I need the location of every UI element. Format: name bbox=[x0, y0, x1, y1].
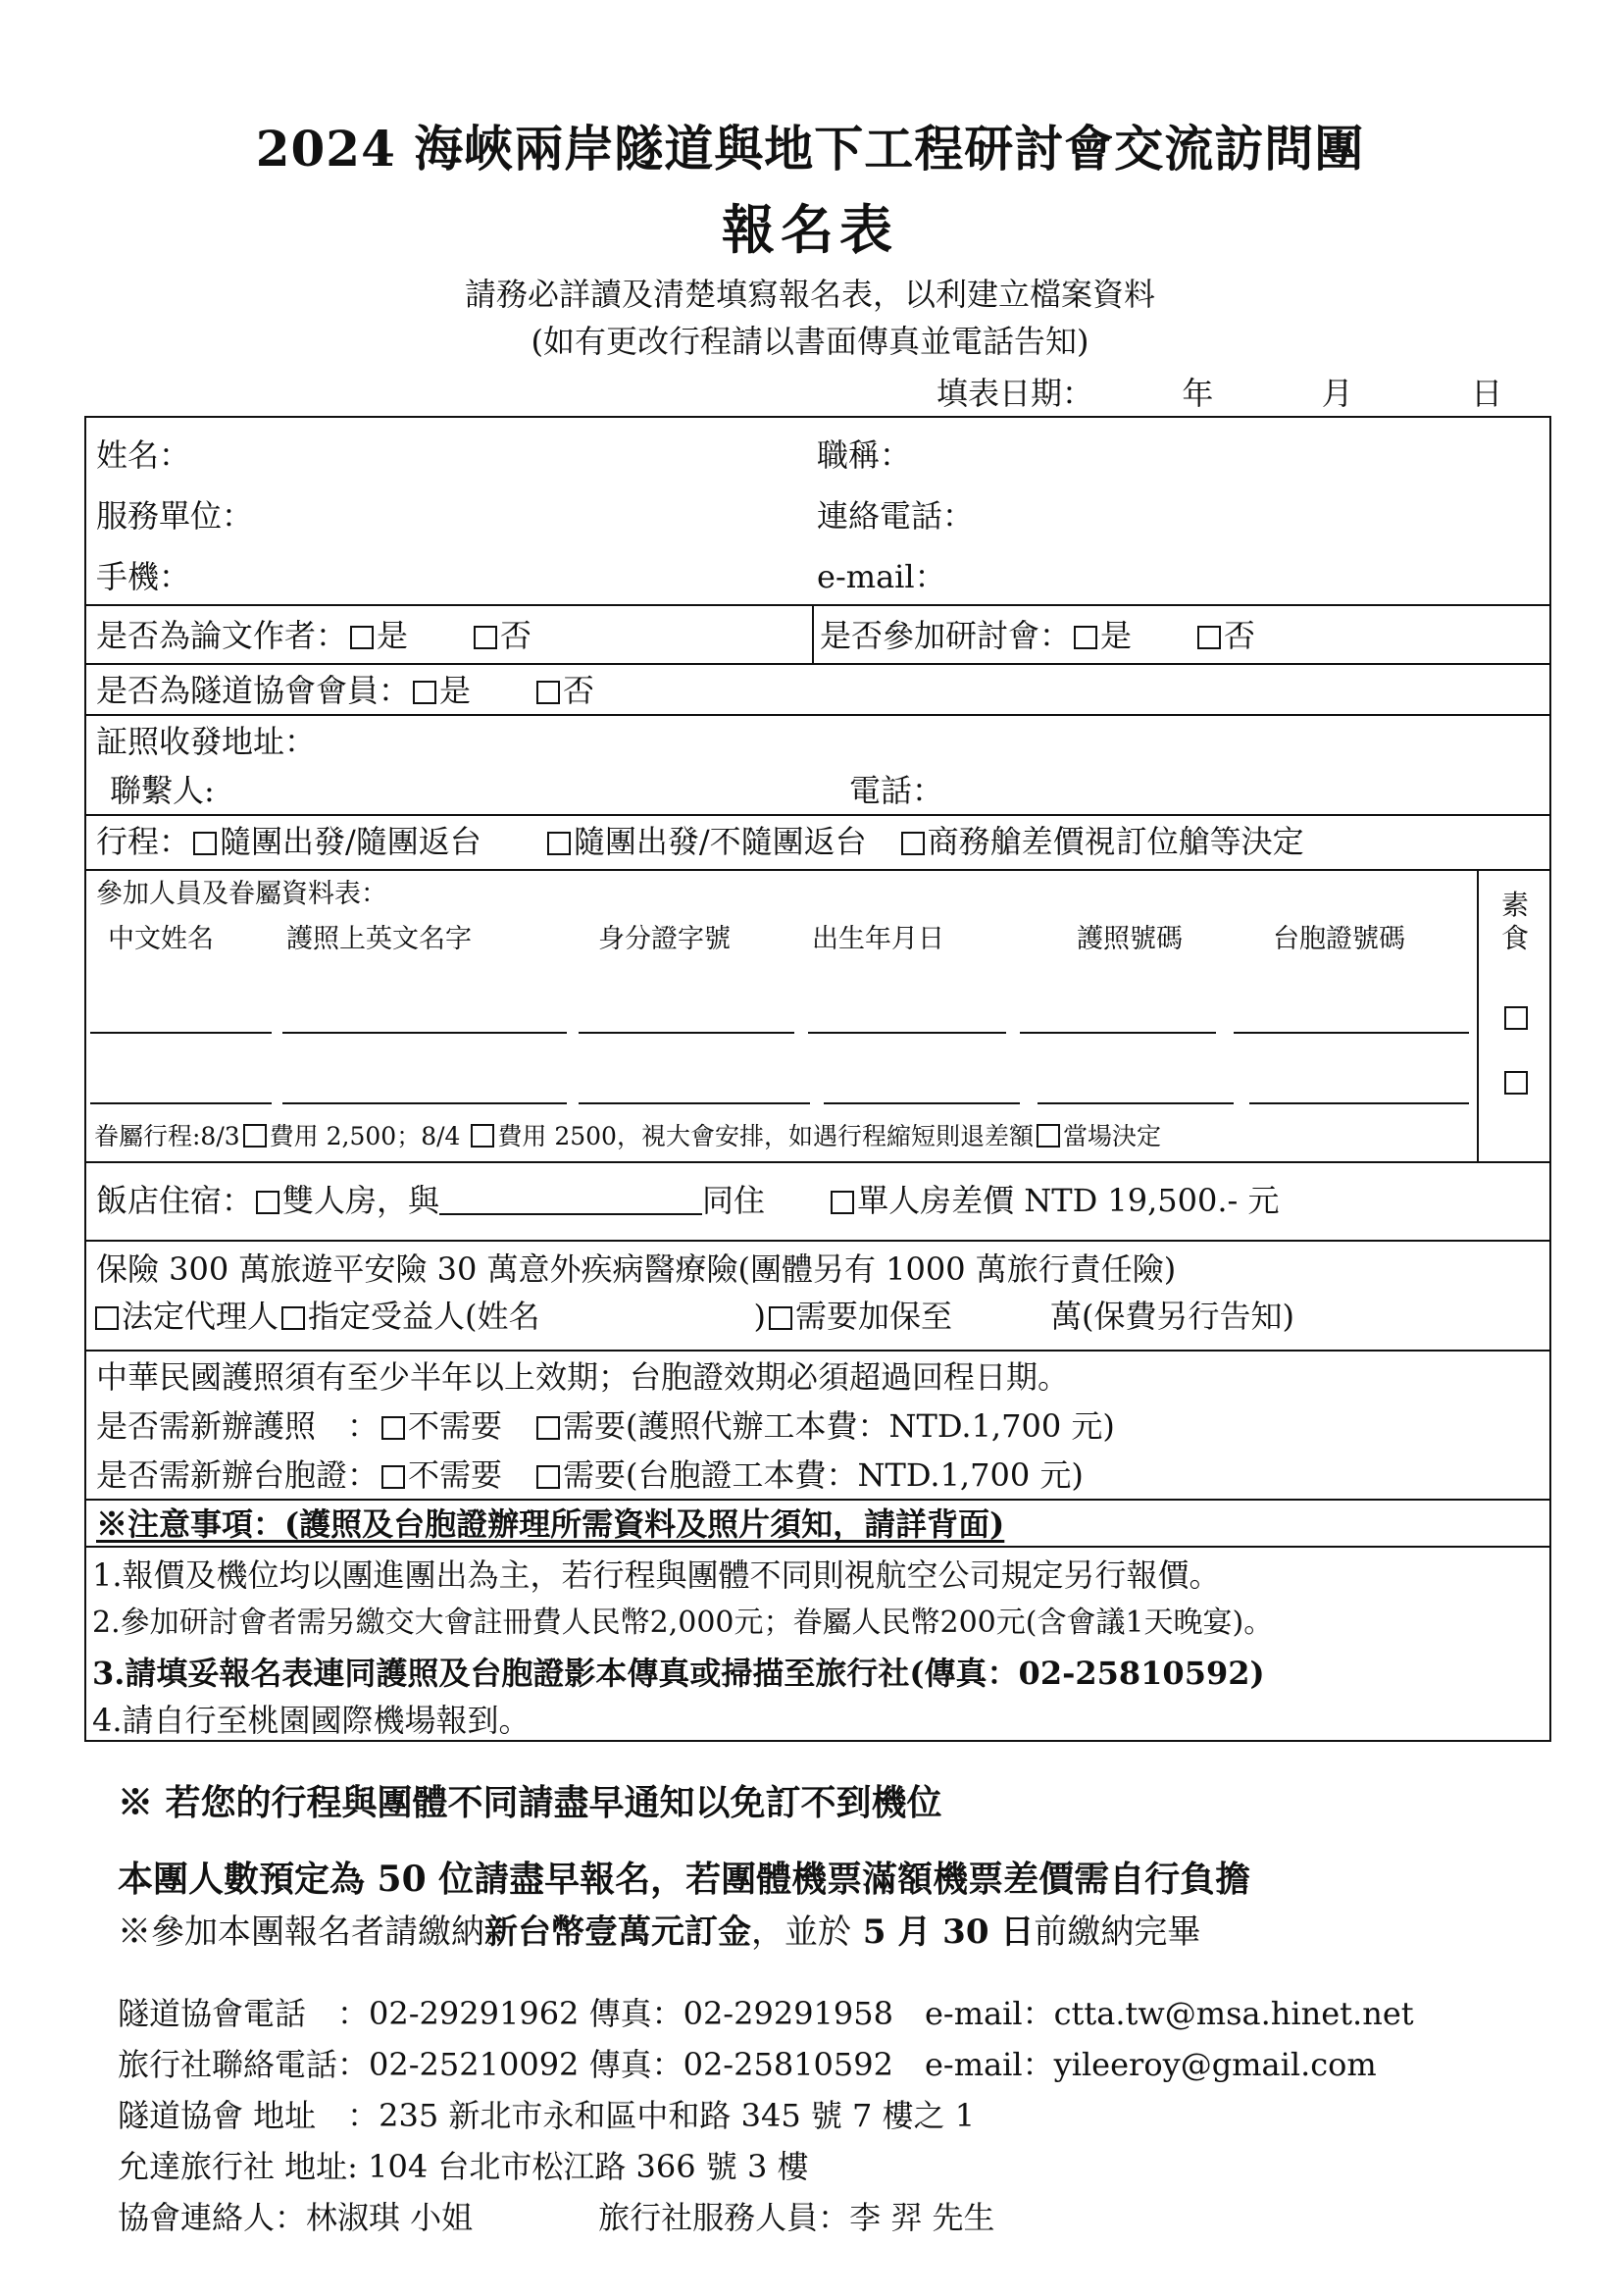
vegetarian-checkbox-2[interactable] bbox=[1504, 1071, 1528, 1095]
insurance-info: 保險 300 萬旅遊平安險 30 萬意外疾病醫療險(團體另有 1000 萬旅行責任險) bbox=[96, 1250, 1177, 1288]
blank-birth-date-2[interactable] bbox=[824, 1102, 1020, 1104]
yes-label: 是 bbox=[439, 672, 472, 709]
not-needed-label: 不需要 bbox=[408, 1456, 503, 1494]
passport-validity-note: 中華民國護照須有至少半年以上效期；台胞證效期必須超過回程日期。 bbox=[96, 1358, 1070, 1396]
itinerary-option-2-checkbox[interactable] bbox=[547, 832, 571, 855]
col-id-number: 身分證字號 bbox=[598, 924, 731, 954]
col-divider bbox=[812, 604, 814, 663]
new-passport-label: 是否需新辦護照 ： bbox=[96, 1407, 380, 1445]
notice-item-4: 4.請自行至桃園國際機場報到。 bbox=[92, 1702, 531, 1739]
author-no-checkbox[interactable] bbox=[474, 626, 497, 649]
family-itinerary-label: 眷屬行程:8/3 bbox=[94, 1122, 240, 1150]
new-passport-row bbox=[96, 1407, 1115, 1445]
not-needed-label: 不需要 bbox=[408, 1407, 503, 1445]
row-divider bbox=[86, 714, 1549, 716]
agency-contact: 旅行社聯絡電話：02-25210092 傳真：02-25810592 e-mail：yileeroy@gmail.com bbox=[118, 2046, 1377, 2083]
seminar-no-checkbox[interactable] bbox=[1197, 626, 1221, 649]
family-8-4-fee: 費用 2500，視大會安排，如遇行程縮短則退差額 bbox=[497, 1122, 1034, 1150]
deposit-note-c: ，並於 bbox=[751, 1913, 851, 1952]
tbz-needed-checkbox[interactable] bbox=[536, 1465, 560, 1489]
agency-address: 允達旅行社 地址: 104 台北市松江路 366 號 3 樓 bbox=[118, 2148, 809, 2185]
contact-persons: 協會連絡人：林淑琪 小姐 旅行社服務人員：李 羿 先生 bbox=[118, 2199, 995, 2236]
members-table-title: 參加人員及眷屬資料表： bbox=[96, 879, 387, 909]
deposit-note-e: 前繳納完畢 bbox=[1034, 1913, 1201, 1952]
row-divider bbox=[86, 1499, 1549, 1501]
itinerary-option-3-checkbox[interactable] bbox=[901, 832, 925, 855]
seminar-yes-checkbox[interactable] bbox=[1074, 626, 1097, 649]
form-subtitle: 報名表 bbox=[722, 198, 898, 261]
blank-passport-number-1[interactable] bbox=[1020, 1032, 1216, 1034]
itinerary-option-1-checkbox[interactable] bbox=[193, 832, 217, 855]
new-tbz-row bbox=[96, 1456, 1084, 1494]
double-room-label: 雙人房，與 bbox=[282, 1182, 440, 1219]
fill-date-label: 填表日期： bbox=[937, 375, 1094, 412]
row-divider bbox=[86, 814, 1549, 816]
decide-onsite-label: 當場決定 bbox=[1062, 1122, 1161, 1150]
deposit-amount: 新台幣壹萬元訂金 bbox=[484, 1913, 751, 1952]
blank-chinese-name-1[interactable] bbox=[90, 1032, 272, 1034]
contact-phone-label: 電話： bbox=[849, 772, 944, 809]
col-english-name: 護照上英文名字 bbox=[286, 924, 472, 954]
beneficiary-close: ) bbox=[753, 1298, 766, 1335]
family-8-4-checkbox[interactable] bbox=[471, 1124, 494, 1148]
blank-birth-date-1[interactable] bbox=[808, 1032, 1006, 1034]
passport-not-needed-checkbox[interactable] bbox=[381, 1416, 405, 1440]
col-chinese-name: 中文姓名 bbox=[108, 924, 214, 954]
member-yes-checkbox[interactable] bbox=[413, 681, 436, 704]
notice-item-3: 3.請填妥報名表連同護照及台胞證影本傳真或掃描至旅行社(傳真：02-25810592) bbox=[92, 1655, 1265, 1692]
col-divider bbox=[1477, 869, 1479, 1161]
tbz-needed-label: 需要(台胞證工本費：NTD.1,700 元) bbox=[563, 1456, 1084, 1494]
blank-english-name-2[interactable] bbox=[282, 1102, 567, 1104]
family-8-3-fee: 費用 2,500；8/4 bbox=[269, 1122, 469, 1150]
name-label: 姓名： bbox=[96, 436, 191, 474]
row-divider bbox=[86, 604, 1549, 606]
col-passport-number: 護照號碼 bbox=[1077, 924, 1183, 954]
member-label: 是否為隧道協會會員： bbox=[96, 672, 411, 709]
association-address: 隧道協會 地址 ：235 新北市永和區中和路 345 號 7 樓之 1 bbox=[118, 2097, 976, 2134]
row-divider bbox=[86, 1350, 1549, 1352]
row-divider bbox=[86, 869, 1549, 871]
double-room-checkbox[interactable] bbox=[256, 1191, 279, 1214]
single-room-checkbox[interactable] bbox=[831, 1191, 854, 1214]
yes-label: 是 bbox=[1100, 617, 1133, 654]
fill-date-day: 日 bbox=[1471, 375, 1503, 412]
job-title-label: 職稱： bbox=[817, 436, 912, 474]
blank-passport-number-2[interactable] bbox=[1038, 1102, 1234, 1104]
paper-author-question bbox=[96, 617, 532, 654]
blank-tbz-number-2[interactable] bbox=[1249, 1102, 1469, 1104]
itinerary-option-3: 商務艙差價視訂位艙等決定 bbox=[927, 823, 1304, 860]
deposit-deadline: 5 月 30 日 bbox=[851, 1913, 1035, 1952]
organization-label: 服務單位： bbox=[96, 497, 254, 535]
deposit-note bbox=[118, 1905, 1200, 1953]
row-divider bbox=[86, 1161, 1549, 1163]
row-divider bbox=[86, 1546, 1549, 1548]
vegetarian-checkbox-1[interactable] bbox=[1504, 1006, 1528, 1030]
row-divider bbox=[86, 1240, 1549, 1242]
itinerary-option-2: 隨團出發/不隨團返台 bbox=[573, 823, 867, 860]
seminar-question bbox=[820, 617, 1256, 654]
yes-label: 是 bbox=[377, 617, 409, 654]
blank-id-number-2[interactable] bbox=[579, 1102, 810, 1104]
insurance-options bbox=[92, 1298, 1294, 1335]
legal-rep-checkbox[interactable] bbox=[95, 1306, 119, 1330]
family-8-3-checkbox[interactable] bbox=[243, 1124, 267, 1148]
notice-item-1: 1.報價及機位均以團進團出為主，若行程與團體不同則視航空公司規定另行報價。 bbox=[92, 1556, 1221, 1594]
registration-form bbox=[84, 416, 1551, 1742]
mobile-label: 手機： bbox=[96, 558, 191, 595]
author-yes-checkbox[interactable] bbox=[350, 626, 374, 649]
member-no-checkbox[interactable] bbox=[536, 681, 560, 704]
hotel-row bbox=[96, 1182, 1280, 1219]
blank-chinese-name-2[interactable] bbox=[90, 1102, 272, 1104]
beneficiary-label: 指定受益人(姓名 bbox=[308, 1298, 540, 1335]
form-title: 2024 海峽兩岸隧道與地下工程研討會交流訪問團 bbox=[255, 120, 1365, 178]
contact-person-label: 聯繫人: bbox=[110, 772, 215, 809]
paper-author-label: 是否為論文作者： bbox=[96, 617, 348, 654]
notice-title: ※注意事項：(護照及台胞證辦理所需資料及照片須知，請詳背面) bbox=[96, 1505, 1005, 1543]
fill-date bbox=[937, 369, 1502, 414]
tbz-not-needed-checkbox[interactable] bbox=[381, 1465, 405, 1489]
hotel-label: 飯店住宿： bbox=[96, 1182, 254, 1219]
beneficiary-checkbox[interactable] bbox=[281, 1306, 305, 1330]
instruction-line-1: 請務必詳讀及清楚填寫報名表，以利建立檔案資料 bbox=[464, 276, 1155, 313]
roommate-field[interactable] bbox=[439, 1188, 702, 1215]
no-label: 否 bbox=[500, 617, 532, 654]
itinerary-row bbox=[96, 823, 1304, 860]
legal-rep-label: 法定代理人 bbox=[122, 1298, 279, 1335]
deposit-note-a: ※參加本團報名者請繳納 bbox=[118, 1913, 484, 1952]
roommate-label: 同住 bbox=[702, 1182, 766, 1219]
itinerary-option-1: 隨團出發/隨團返台 bbox=[220, 823, 481, 860]
association-contact: 隧道協會電話 ：02-29291962 傳真：02-29291958 e-mail：ctta.tw@msa.hinet.net bbox=[118, 1995, 1414, 2032]
row-divider bbox=[86, 663, 1549, 665]
capacity-warning: 本團人數預定為 50 位請盡早報名，若團體機票滿額機票差價需自行負擔 bbox=[118, 1859, 1251, 1900]
extra-insurance-checkbox[interactable] bbox=[769, 1306, 792, 1330]
single-room-label: 單人房差價 NTD 19,500.- 元 bbox=[857, 1182, 1280, 1219]
phone-label: 連絡電話： bbox=[817, 497, 975, 535]
decide-onsite-checkbox[interactable] bbox=[1037, 1124, 1060, 1148]
family-itinerary-row bbox=[94, 1124, 1161, 1148]
passport-needed-checkbox[interactable] bbox=[536, 1416, 560, 1440]
schedule-warning: ※ 若您的行程與團體不同請盡早通知以免訂不到機位 bbox=[118, 1782, 942, 1823]
vegetarian-label: 素食 bbox=[1500, 889, 1529, 954]
blank-id-number-1[interactable] bbox=[579, 1032, 794, 1034]
passport-needed-label: 需要(護照代辦工本費：NTD.1,700 元) bbox=[563, 1407, 1115, 1445]
col-birth-date: 出生年月日 bbox=[812, 924, 944, 954]
seminar-label: 是否參加研討會： bbox=[820, 617, 1072, 654]
cert-address-label: 証照收發地址： bbox=[96, 723, 317, 760]
blank-english-name-1[interactable] bbox=[282, 1032, 567, 1034]
email-label: e-mail： bbox=[817, 558, 946, 595]
no-label: 否 bbox=[1224, 617, 1256, 654]
col-tbz-number: 台胞證號碼 bbox=[1273, 924, 1405, 954]
extra-insurance-unit: 萬(保費另行告知) bbox=[1050, 1298, 1294, 1335]
fill-date-month: 月 bbox=[1321, 375, 1353, 412]
notice-item-2: 2.參加研討會者需另繳交大會註冊費人民幣2,000元；眷屬人民幣200元(含會議1天晚宴)。 bbox=[92, 1606, 1274, 1640]
instruction-line-2: (如有更改行程請以書面傳真並電話告知) bbox=[531, 323, 1089, 360]
blank-tbz-number-1[interactable] bbox=[1234, 1032, 1469, 1034]
no-label: 否 bbox=[563, 672, 595, 709]
member-question bbox=[96, 672, 595, 709]
extra-insurance-label: 需要加保至 bbox=[795, 1298, 953, 1335]
fill-date-year: 年 bbox=[1182, 375, 1214, 412]
itinerary-label: 行程： bbox=[96, 823, 191, 860]
new-tbz-label: 是否需新辦台胞證： bbox=[96, 1456, 380, 1494]
